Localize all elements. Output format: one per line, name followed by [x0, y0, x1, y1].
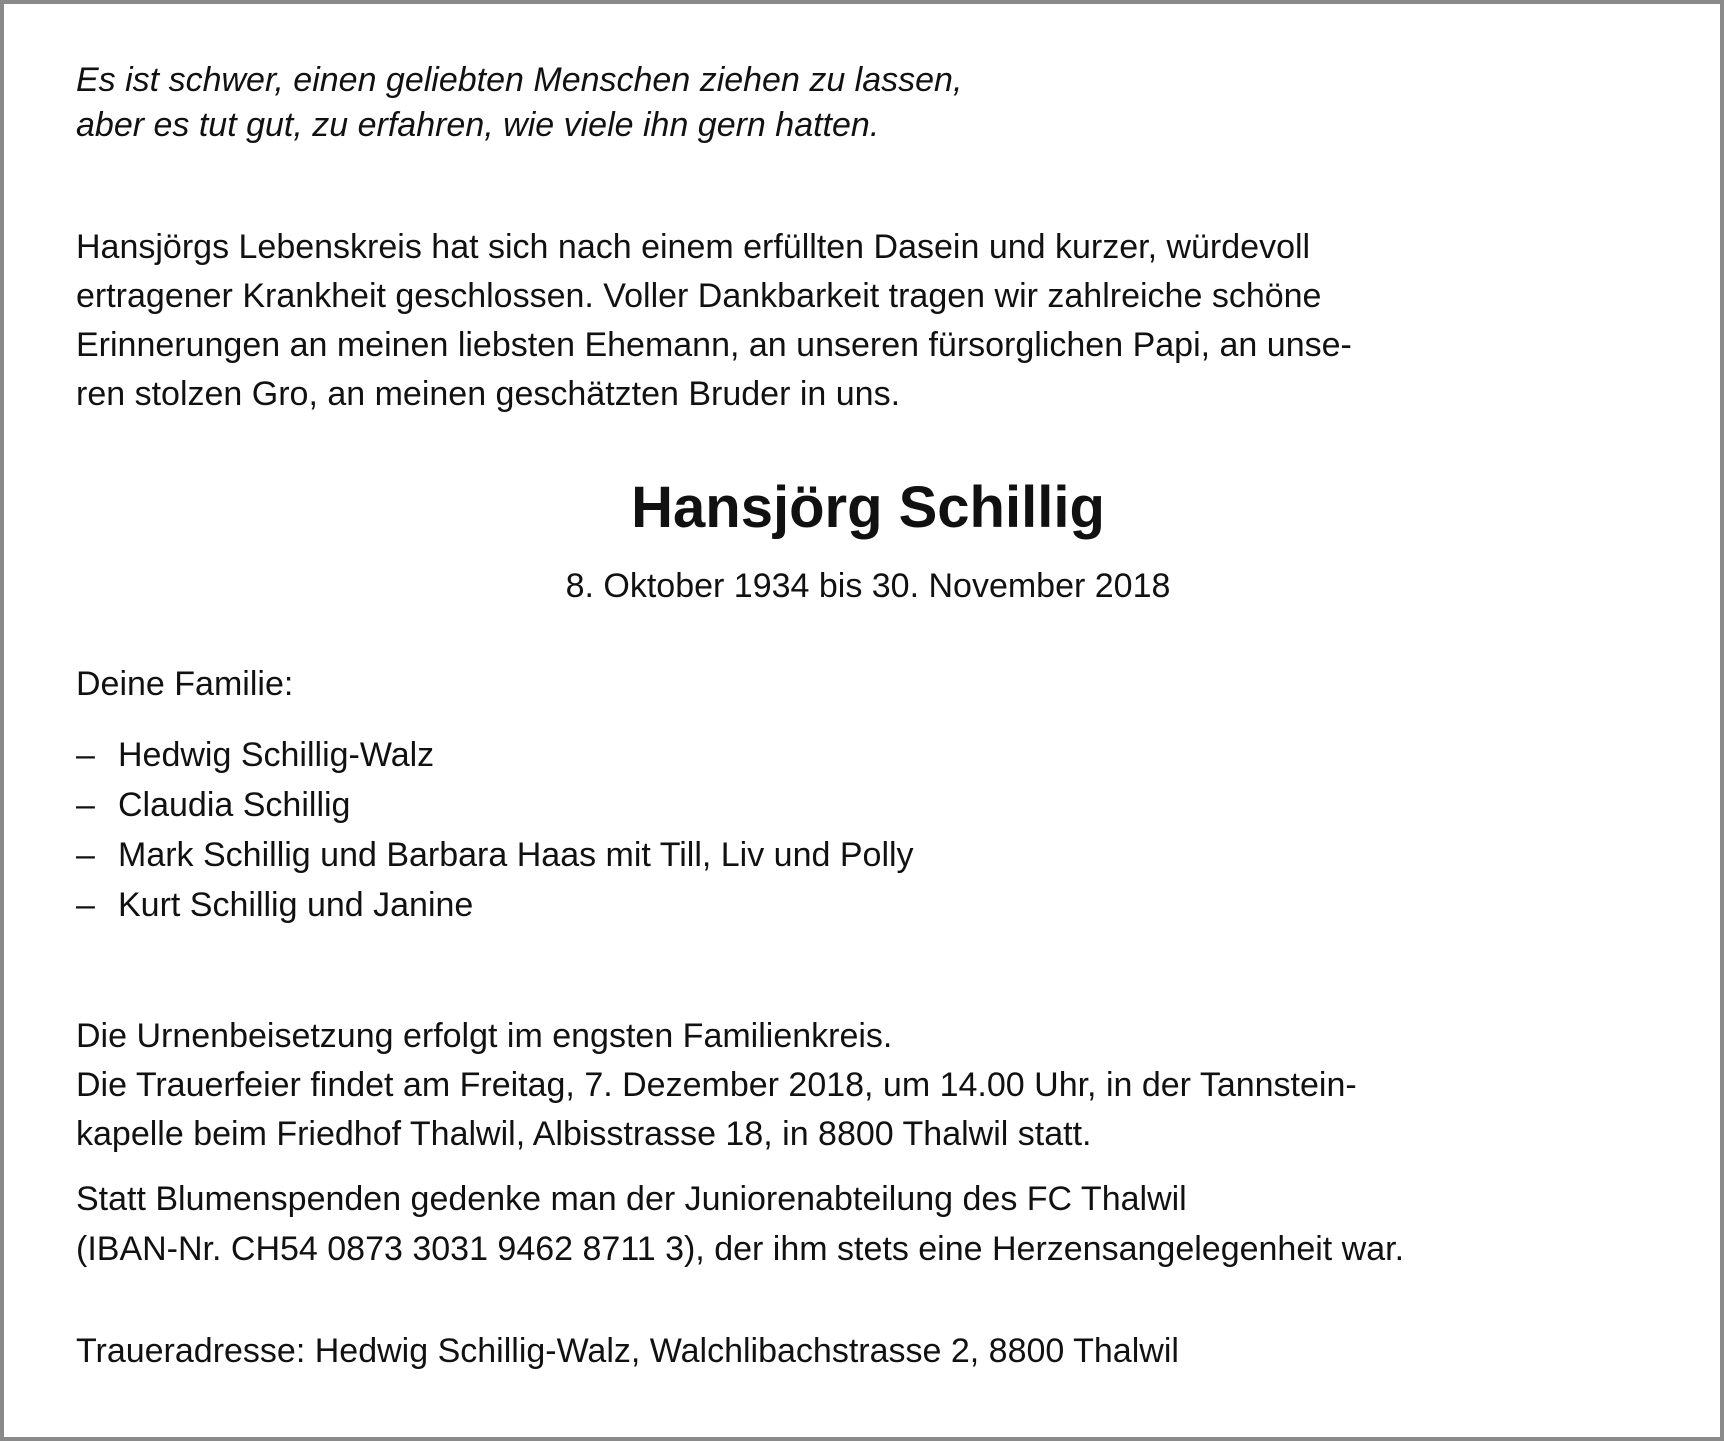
ceremony-line-2: Die Trauerfeier findet am Freitag, 7. Dezember 2018, um 14.00 Uhr, in der Tannstein-	[76, 1066, 1357, 1104]
intro-line-1: Hansjörgs Lebenskreis hat sich nach einem erfüllten Dasein und kurzer, würdevoll	[76, 228, 1311, 266]
family-member-name: Hedwig Schillig-Walz	[118, 736, 435, 774]
family-member-name: Kurt Schillig und Janine	[118, 886, 474, 924]
intro-line-2: ertragener Krankheit geschlossen. Voller Dankbarkeit tragen wir zahlreiche schöne	[76, 277, 1322, 315]
dash-marker: –	[76, 736, 95, 774]
ceremony-line-3: kapelle beim Friedhof Thalwil, Albisstrasse 18, in 8800 Thalwil statt.	[76, 1115, 1092, 1153]
family-member-name: Mark Schillig und Barbara Haas mit Till, Liv und Polly	[118, 836, 914, 874]
deceased-name: Hansjörg Schillig	[631, 475, 1105, 540]
dash-marker: –	[76, 836, 95, 874]
dash-marker: –	[76, 886, 95, 924]
donation-line-2: (IBAN-Nr. CH54 0873 3031 9462 8711 3), der ihm stets eine Herzensangelegenheit war.	[76, 1230, 1405, 1268]
dash-marker: –	[76, 786, 95, 824]
family-member	[76, 785, 350, 825]
life-dates: 8. Oktober 1934 bis 30. November 2018	[565, 567, 1171, 605]
family-member	[76, 835, 914, 875]
family-member	[76, 735, 434, 775]
donation-line-1: Statt Blumenspenden gedenke man der Juniorenabteilung des FC Thalwil	[76, 1180, 1187, 1218]
motto-line-1: Es ist schwer, einen geliebten Menschen ziehen zu lassen,	[76, 61, 963, 99]
intro-line-3: Erinnerungen an meinen liebsten Ehemann, an unseren fürsorglichen Papi, an unse-	[76, 326, 1352, 364]
ceremony-line-1: Die Urnenbeisetzung erfolgt im engsten Familienkreis.	[76, 1017, 893, 1055]
motto-line-2: aber es tut gut, zu erfahren, wie viele ihn gern hatten.	[76, 106, 880, 144]
family-member	[76, 885, 473, 925]
family-member-name: Claudia Schillig	[118, 786, 351, 824]
intro-line-4: ren stolzen Gro, an meinen geschätzten Bruder in uns.	[76, 375, 901, 413]
mourning-address: Traueradresse: Hedwig Schillig-Walz, Walchlibachstrasse 2, 8800 Thalwil	[76, 1332, 1179, 1370]
family-heading: Deine Familie:	[76, 665, 294, 703]
